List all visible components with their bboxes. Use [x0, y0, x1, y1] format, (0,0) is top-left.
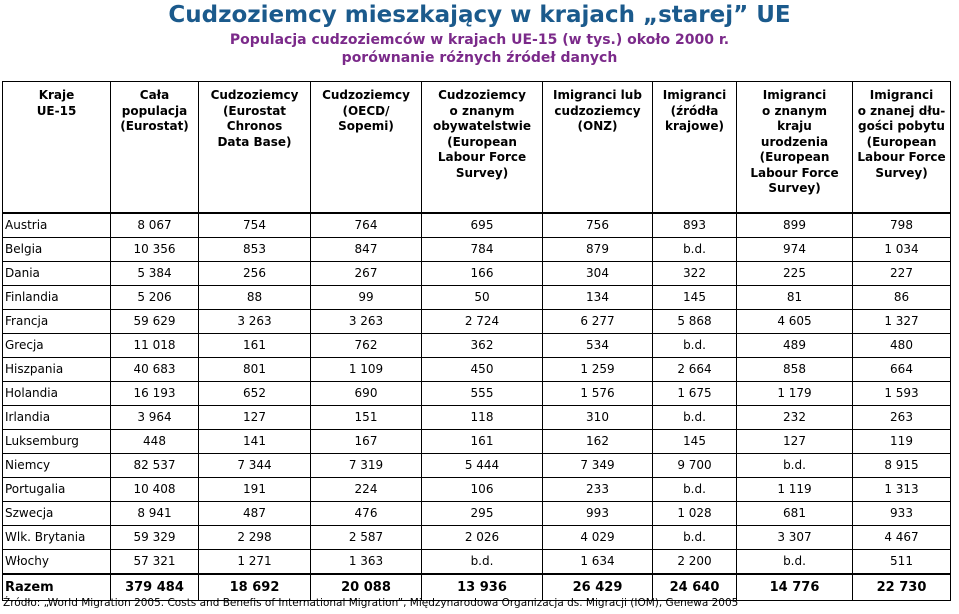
value-cell: 487 — [199, 502, 311, 526]
value-cell: 764 — [311, 213, 422, 238]
page-subtitle — [0, 31, 959, 67]
value-cell: 489 — [737, 334, 853, 358]
value-cell: 161 — [199, 334, 311, 358]
value-cell: 267 — [311, 262, 422, 286]
country-cell: Belgia — [3, 238, 111, 262]
value-cell: 225 — [737, 262, 853, 286]
value-cell: 127 — [737, 430, 853, 454]
table-header — [3, 82, 951, 214]
value-cell: 3 307 — [737, 526, 853, 550]
value-cell: 664 — [853, 358, 951, 382]
country-cell: Austria — [3, 213, 111, 238]
value-cell: 2 587 — [311, 526, 422, 550]
value-cell: 1 034 — [853, 238, 951, 262]
value-cell: 362 — [422, 334, 543, 358]
value-cell: 6 277 — [543, 310, 653, 334]
value-cell: 879 — [543, 238, 653, 262]
value-cell: 1 675 — [653, 382, 737, 406]
value-cell: 801 — [199, 358, 311, 382]
total-value-cell: 20 088 — [311, 574, 422, 601]
value-cell: 1 576 — [543, 382, 653, 406]
table-row — [3, 358, 951, 382]
value-cell: 57 321 — [111, 550, 199, 575]
table-row — [3, 213, 951, 238]
value-cell: 99 — [311, 286, 422, 310]
value-cell: 224 — [311, 478, 422, 502]
value-cell: 134 — [543, 286, 653, 310]
country-cell: Grecja — [3, 334, 111, 358]
value-cell: 295 — [422, 502, 543, 526]
value-cell: 59 629 — [111, 310, 199, 334]
value-cell: 681 — [737, 502, 853, 526]
value-cell: 127 — [199, 406, 311, 430]
total-value-cell: 26 429 — [543, 574, 653, 601]
subtitle-line-2: porównanie różnych źródeł danych — [341, 50, 618, 66]
value-cell: 448 — [111, 430, 199, 454]
value-cell: 1 119 — [737, 478, 853, 502]
value-cell: b.d. — [653, 334, 737, 358]
value-cell: 754 — [199, 213, 311, 238]
value-cell: 1 271 — [199, 550, 311, 575]
value-cell: 993 — [543, 502, 653, 526]
table-row — [3, 286, 951, 310]
value-cell: 151 — [311, 406, 422, 430]
value-cell: 858 — [737, 358, 853, 382]
table-row — [3, 430, 951, 454]
value-cell: 933 — [853, 502, 951, 526]
value-cell: 756 — [543, 213, 653, 238]
total-label: Razem — [3, 574, 111, 601]
value-cell: 145 — [653, 286, 737, 310]
page-title: Cudzoziemcy mieszkający w krajach „starej” UE — [168, 2, 791, 28]
total-value-cell: 18 692 — [199, 574, 311, 601]
value-cell: 119 — [853, 430, 951, 454]
value-cell: 476 — [311, 502, 422, 526]
total-value-cell: 13 936 — [422, 574, 543, 601]
country-cell: Finlandia — [3, 286, 111, 310]
column-header: Imigranci (źródła krajowe) — [653, 82, 737, 214]
value-cell: 555 — [422, 382, 543, 406]
value-cell: 5 444 — [422, 454, 543, 478]
column-header: Kraje UE-15 — [3, 82, 111, 214]
value-cell: 4 029 — [543, 526, 653, 550]
value-cell: 232 — [737, 406, 853, 430]
value-cell: 118 — [422, 406, 543, 430]
value-cell: 5 868 — [653, 310, 737, 334]
value-cell: 5 384 — [111, 262, 199, 286]
country-cell: Luksemburg — [3, 430, 111, 454]
value-cell: 1 634 — [543, 550, 653, 575]
value-cell: 88 — [199, 286, 311, 310]
migration-table — [2, 81, 951, 601]
table-row — [3, 526, 951, 550]
value-cell: 2 298 — [199, 526, 311, 550]
country-cell: Hiszpania — [3, 358, 111, 382]
value-cell: 8 067 — [111, 213, 199, 238]
value-cell: 310 — [543, 406, 653, 430]
value-cell: 2 026 — [422, 526, 543, 550]
value-cell: b.d. — [737, 454, 853, 478]
value-cell: 50 — [422, 286, 543, 310]
value-cell: 191 — [199, 478, 311, 502]
value-cell: b.d. — [422, 550, 543, 575]
value-cell: 10 408 — [111, 478, 199, 502]
value-cell: 534 — [543, 334, 653, 358]
table-row — [3, 262, 951, 286]
value-cell: 7 319 — [311, 454, 422, 478]
value-cell: 853 — [199, 238, 311, 262]
value-cell: 1 179 — [737, 382, 853, 406]
value-cell: 1 593 — [853, 382, 951, 406]
value-cell: 1 028 — [653, 502, 737, 526]
value-cell: 7 344 — [199, 454, 311, 478]
value-cell: 16 193 — [111, 382, 199, 406]
value-cell: 3 964 — [111, 406, 199, 430]
country-cell: Dania — [3, 262, 111, 286]
total-value-cell: 379 484 — [111, 574, 199, 601]
country-cell: Szwecja — [3, 502, 111, 526]
subtitle-line-1: Populacja cudzoziemców w krajach UE-15 (w tys.) około 2000 r. — [229, 32, 730, 48]
value-cell: 798 — [853, 213, 951, 238]
value-cell: 304 — [543, 262, 653, 286]
value-cell: b.d. — [653, 478, 737, 502]
country-cell: Portugalia — [3, 478, 111, 502]
value-cell: 59 329 — [111, 526, 199, 550]
value-cell: 40 683 — [111, 358, 199, 382]
value-cell: 2 724 — [422, 310, 543, 334]
table-row — [3, 550, 951, 575]
value-cell: 256 — [199, 262, 311, 286]
column-header: Cudzoziemcy o znanym obywatelstwie (European Labour Force Survey) — [422, 82, 543, 214]
source-note: Źródło: „World Migration 2005. Costs and Benefis of International Migration”, Międzynarodowa Organizacja ds. Migracji (IOM), Genewa 2005 — [3, 597, 739, 609]
country-cell: Włochy — [3, 550, 111, 575]
value-cell: 450 — [422, 358, 543, 382]
value-cell: 899 — [737, 213, 853, 238]
value-cell: 227 — [853, 262, 951, 286]
value-cell: 7 349 — [543, 454, 653, 478]
value-cell: 652 — [199, 382, 311, 406]
header-row — [3, 82, 951, 214]
total-value-cell: 22 730 — [853, 574, 951, 601]
table-row — [3, 382, 951, 406]
value-cell: 167 — [311, 430, 422, 454]
country-cell: Wlk. Brytania — [3, 526, 111, 550]
value-cell: 695 — [422, 213, 543, 238]
country-cell: Francja — [3, 310, 111, 334]
value-cell: b.d. — [653, 526, 737, 550]
value-cell: 1 327 — [853, 310, 951, 334]
value-cell: 166 — [422, 262, 543, 286]
country-cell: Holandia — [3, 382, 111, 406]
table-row — [3, 334, 951, 358]
value-cell: 5 206 — [111, 286, 199, 310]
column-header: Cała populacja (Eurostat) — [111, 82, 199, 214]
country-cell: Irlandia — [3, 406, 111, 430]
table-row — [3, 454, 951, 478]
value-cell: 11 018 — [111, 334, 199, 358]
value-cell: 106 — [422, 478, 543, 502]
table-row — [3, 502, 951, 526]
value-cell: 3 263 — [199, 310, 311, 334]
value-cell: 1 313 — [853, 478, 951, 502]
total-value-cell: 14 776 — [737, 574, 853, 601]
value-cell: 784 — [422, 238, 543, 262]
value-cell: 1 363 — [311, 550, 422, 575]
value-cell: 8 941 — [111, 502, 199, 526]
value-cell: 10 356 — [111, 238, 199, 262]
country-cell: Niemcy — [3, 454, 111, 478]
value-cell: 82 537 — [111, 454, 199, 478]
value-cell: 847 — [311, 238, 422, 262]
value-cell: 162 — [543, 430, 653, 454]
value-cell: 81 — [737, 286, 853, 310]
column-header: Cudzoziemcy (Eurostat Chronos Data Base) — [199, 82, 311, 214]
value-cell: 893 — [653, 213, 737, 238]
value-cell: 690 — [311, 382, 422, 406]
column-header: Imigranci lub cudzoziemcy (ONZ) — [543, 82, 653, 214]
value-cell: 145 — [653, 430, 737, 454]
value-cell: 3 263 — [311, 310, 422, 334]
value-cell: 511 — [853, 550, 951, 575]
table-row — [3, 478, 951, 502]
table-row — [3, 310, 951, 334]
value-cell: 4 467 — [853, 526, 951, 550]
value-cell: 9 700 — [653, 454, 737, 478]
value-cell: b.d. — [653, 238, 737, 262]
value-cell: 2 664 — [653, 358, 737, 382]
value-cell: 322 — [653, 262, 737, 286]
value-cell: b.d. — [737, 550, 853, 575]
value-cell: 8 915 — [853, 454, 951, 478]
value-cell: 233 — [543, 478, 653, 502]
value-cell: 1 259 — [543, 358, 653, 382]
table-row — [3, 406, 951, 430]
value-cell: 2 200 — [653, 550, 737, 575]
table-body — [3, 213, 951, 601]
value-cell: b.d. — [653, 406, 737, 430]
column-header: Imigranci o znanym kraju urodzenia (European Labour Force Survey) — [737, 82, 853, 214]
value-cell: 86 — [853, 286, 951, 310]
value-cell: 141 — [199, 430, 311, 454]
value-cell: 762 — [311, 334, 422, 358]
value-cell: 480 — [853, 334, 951, 358]
value-cell: 974 — [737, 238, 853, 262]
total-value-cell: 24 640 — [653, 574, 737, 601]
table-row — [3, 238, 951, 262]
value-cell: 161 — [422, 430, 543, 454]
value-cell: 4 605 — [737, 310, 853, 334]
value-cell: 1 109 — [311, 358, 422, 382]
column-header: Cudzoziemcy (OECD/ Sopemi) — [311, 82, 422, 214]
value-cell: 263 — [853, 406, 951, 430]
column-header: Imigranci o znanej dłu- gości pobytu (European Labour Force Survey) — [853, 82, 951, 214]
